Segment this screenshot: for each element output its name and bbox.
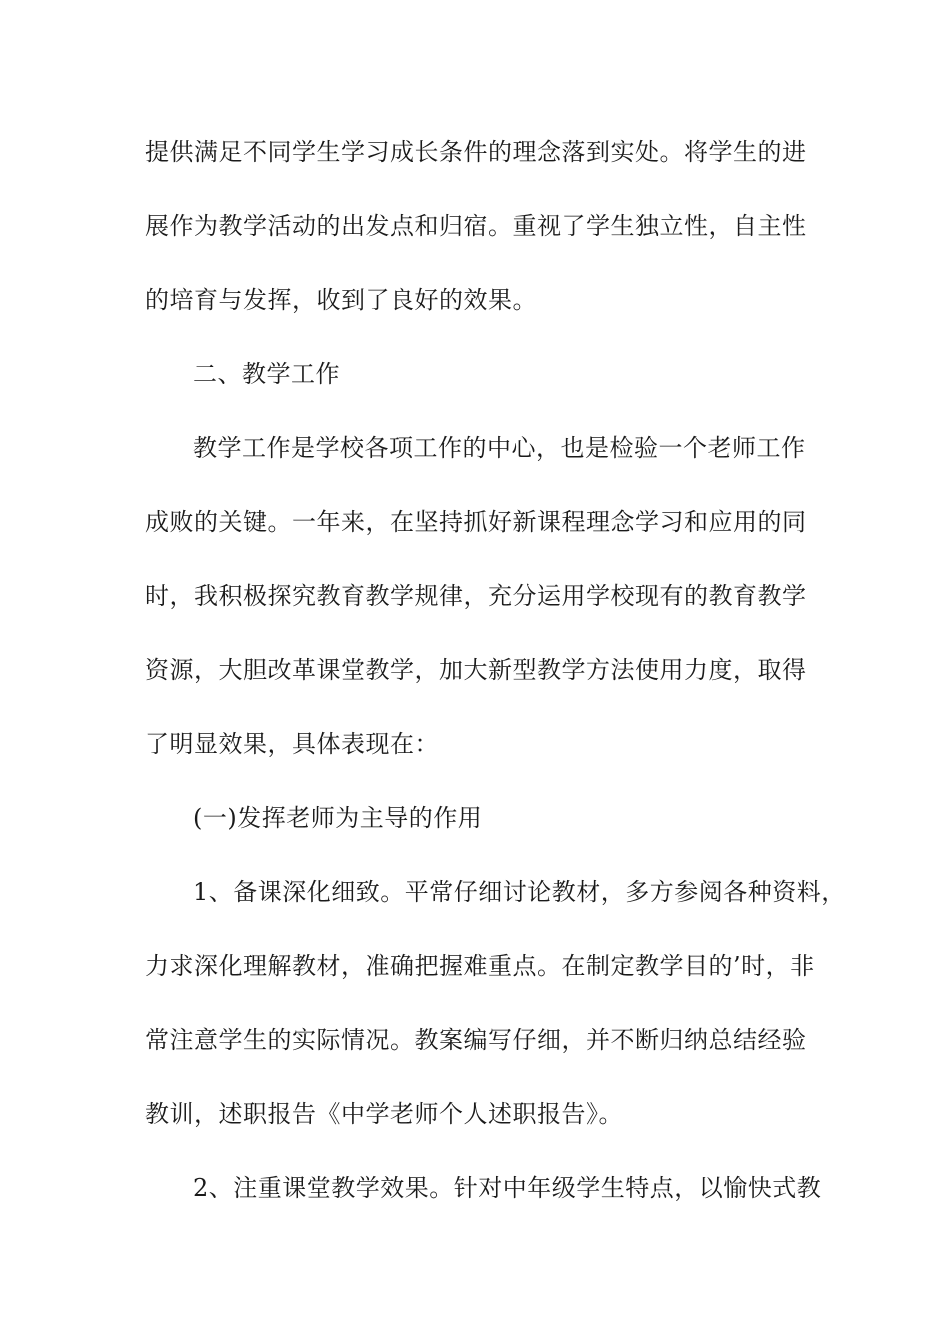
text-line: 资源，大胆改革课堂教学，加大新型教学方法使用力度，取得 — [145, 656, 807, 684]
text-line: 提供满足不同学生学习成长条件的理念落到实处。将学生的进 — [145, 138, 807, 166]
text-line: 的培育与发挥，收到了良好的效果。 — [145, 286, 537, 314]
text-line: 2、注重课堂教学效果。针对中年级学生特点，以愉快式教 — [193, 1174, 822, 1202]
text-line: 了明显效果，具体表现在： — [145, 730, 439, 758]
section-heading: 二、教学工作 — [193, 360, 340, 388]
subsection-heading: (一)发挥老师为主导的作用 — [193, 804, 483, 832]
text-line: 教学工作是学校各项工作的中心，也是检验一个老师工作 — [193, 434, 806, 462]
text-line: 展作为教学活动的出发点和归宿。重视了学生独立性，自主性 — [145, 212, 807, 240]
text-line: 1、备课深化细致。平常仔细讨论教材，多方参阅各种资料， — [193, 878, 846, 906]
text-line: 教训，述职报告《中学老师个人述职报告》。 — [145, 1100, 623, 1128]
text-line: 力求深化理解教材，准确把握难重点。在制定教学目的’时，非 — [145, 952, 815, 980]
text-line: 成败的关键。一年来，在坚持抓好新课程理念学习和应用的同 — [145, 508, 807, 536]
text-line: 常注意学生的实际情况。教案编写仔细，并不断归纳总结经验 — [145, 1026, 807, 1054]
text-line: 时，我积极探究教育教学规律，充分运用学校现有的教育教学 — [145, 582, 807, 610]
